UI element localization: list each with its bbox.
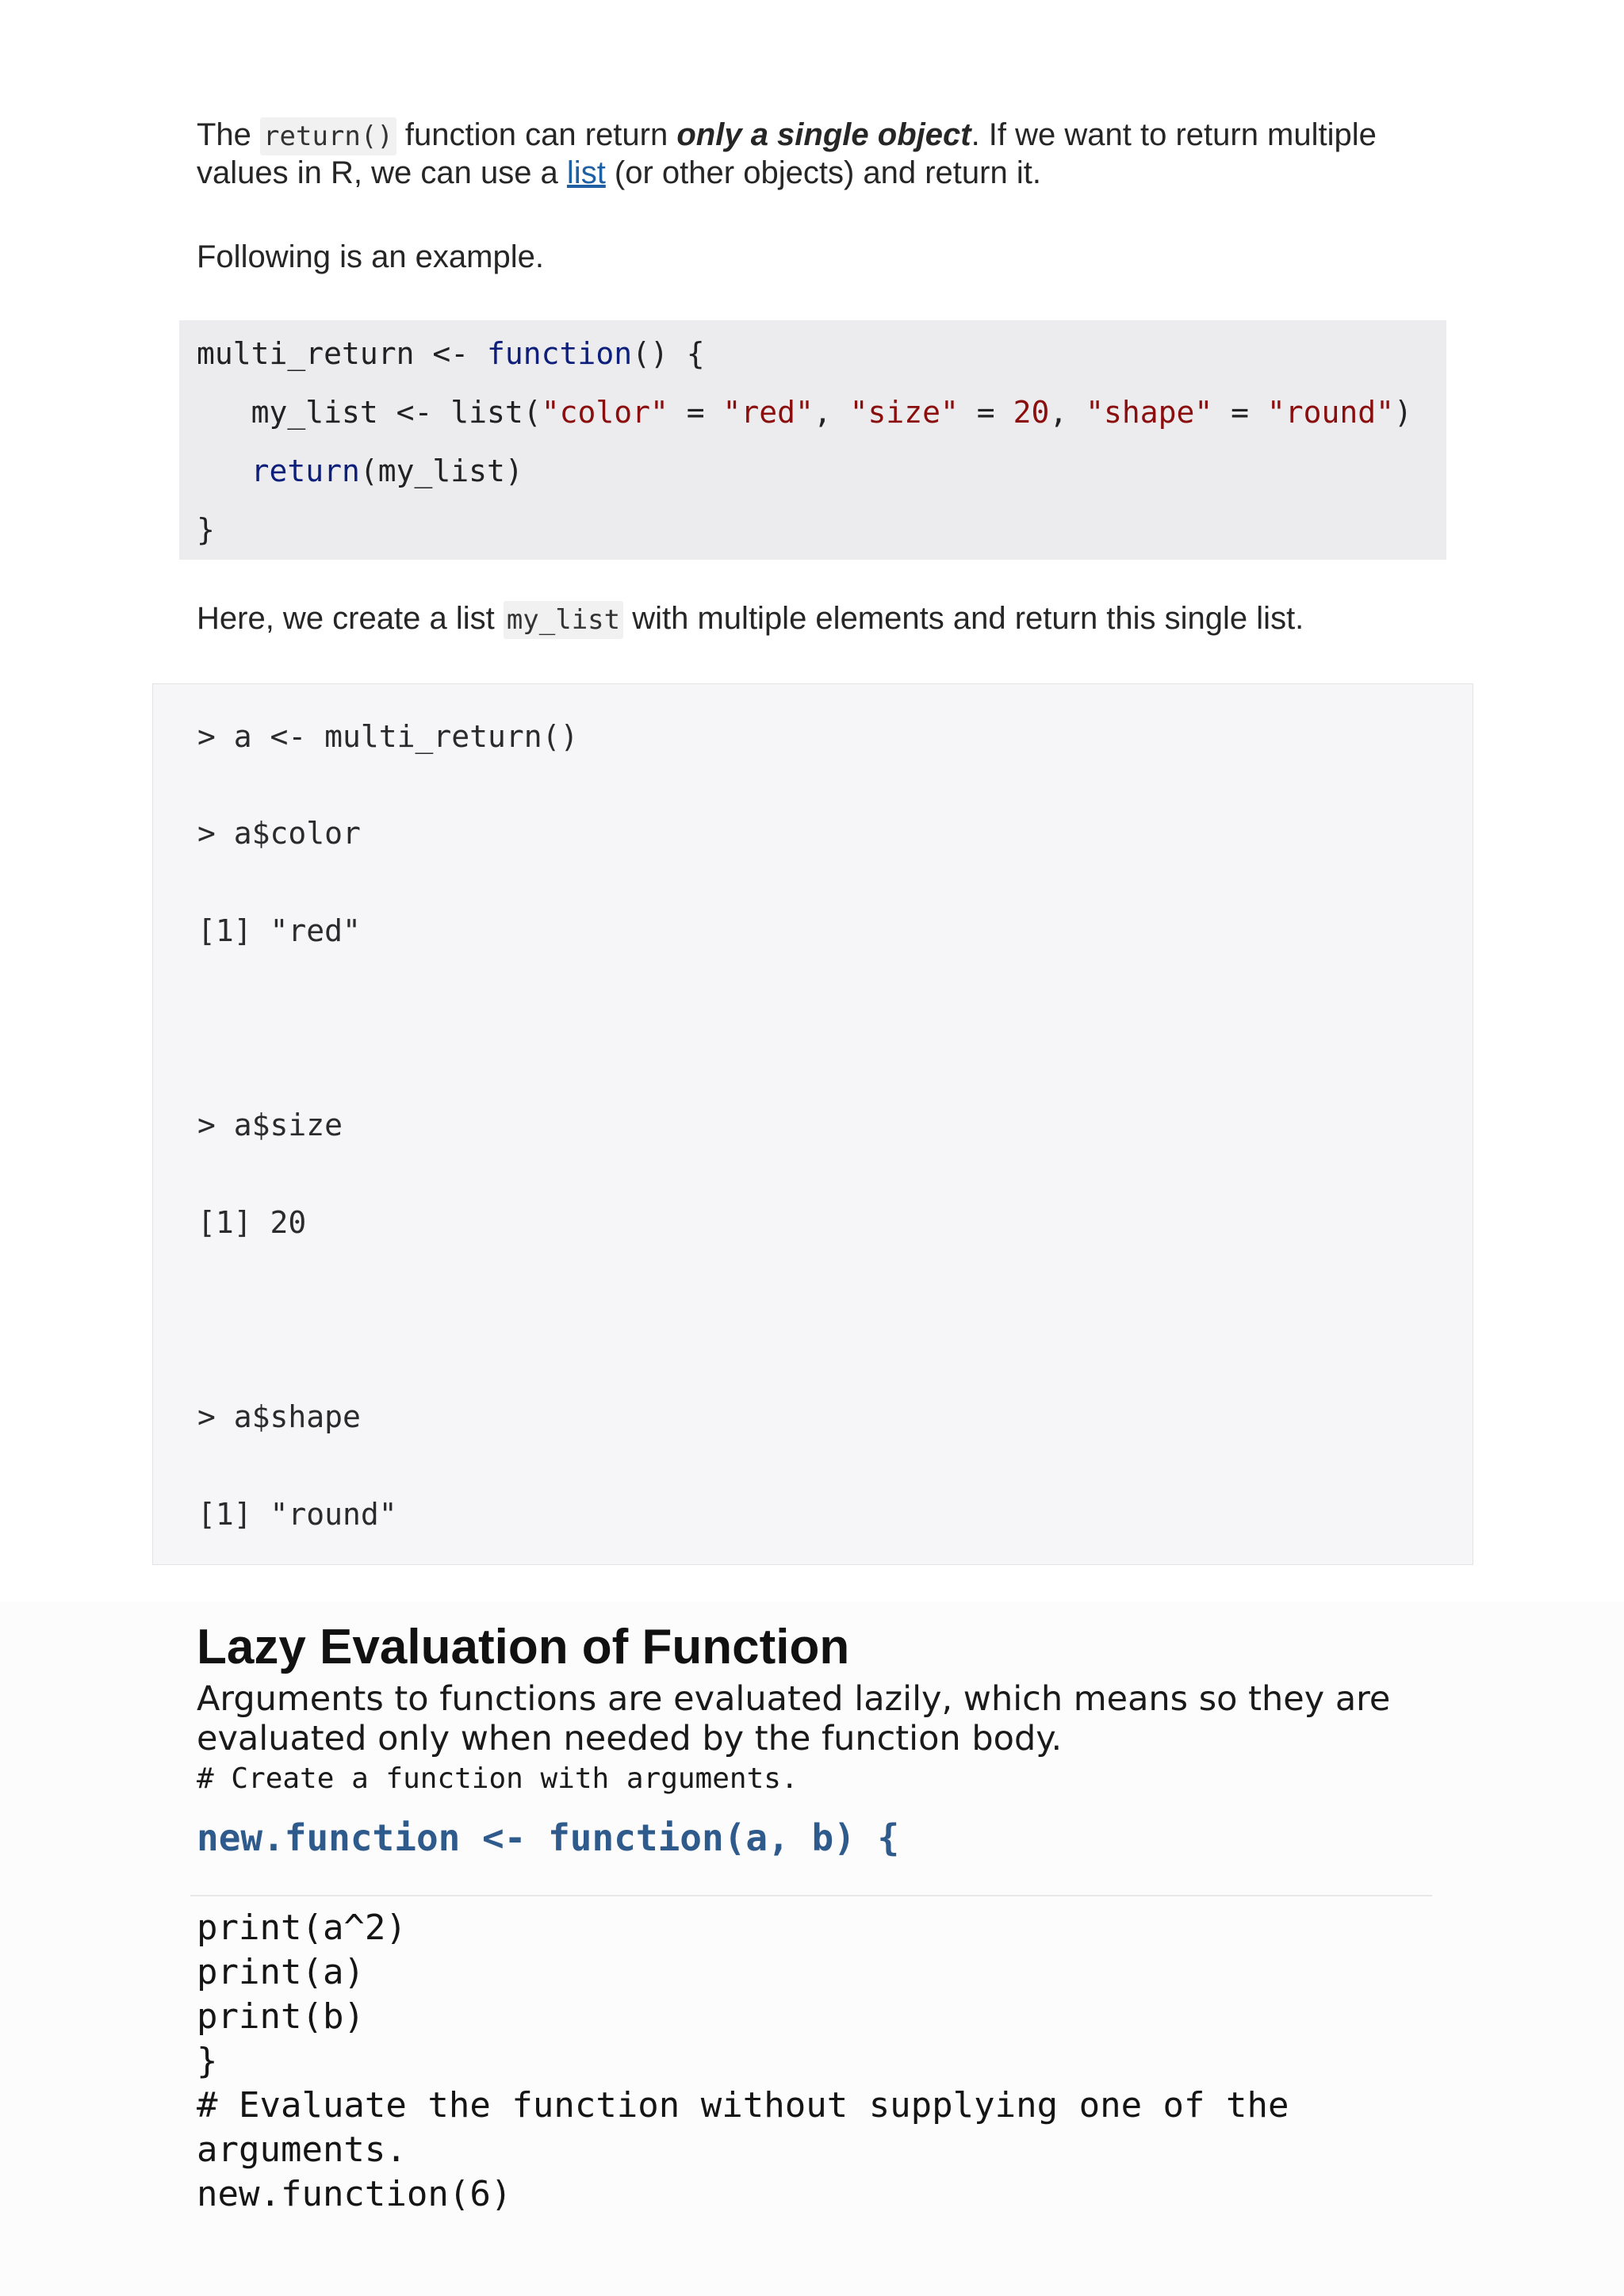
number-token: 20 <box>1013 395 1050 430</box>
code-block-function <box>179 320 1446 560</box>
divider <box>190 1895 1432 1896</box>
code-line-2 <box>197 393 1412 431</box>
inline-code-my-list: my_list <box>504 601 623 639</box>
emphasis-text: only a single object <box>676 117 971 152</box>
code-line: } <box>197 2041 218 2081</box>
intro-line-1 <box>197 116 1377 155</box>
console-line: > a <- multi_return() <box>197 719 579 754</box>
code-comment-line: arguments. <box>197 2130 407 2170</box>
function-signature: new.function <- function(a, b) { <box>197 1816 900 1859</box>
code-token: multi_return <- <box>197 336 488 371</box>
section-heading: Lazy Evaluation of Function <box>197 1620 850 1674</box>
code-line-3 <box>197 452 523 490</box>
code-token: () { <box>632 336 705 371</box>
code-line: new.function(6) <box>197 2174 512 2214</box>
text: (or other objects) and return it. <box>605 155 1041 190</box>
string-token: "round" <box>1266 395 1395 430</box>
text: . If we want to return multiple <box>971 117 1377 152</box>
console-line: [1] 20 <box>197 1205 307 1240</box>
code-line: print(b) <box>197 1996 365 2037</box>
example-intro: Following is an example. <box>197 239 544 274</box>
keyword-token: function <box>487 336 633 371</box>
code-token: , <box>813 395 850 430</box>
list-link[interactable]: list <box>566 155 606 190</box>
section-description-line-1: Arguments to functions are evaluated lazily, which means so they are <box>197 1679 1391 1719</box>
code-token: = <box>1212 395 1267 430</box>
code-line: print(a^2) <box>197 1908 407 1948</box>
keyword-token: return <box>197 453 360 488</box>
code-line-1 <box>197 335 705 373</box>
code-token: my_list <- list( <box>197 395 542 430</box>
code-token: (my_list) <box>359 453 523 488</box>
text: function can return <box>396 117 677 152</box>
code-token: = <box>958 395 1013 430</box>
text: The <box>197 117 261 152</box>
code-comment: # Create a function with arguments. <box>197 1762 799 1795</box>
console-line: > a$color <box>197 816 361 851</box>
code-token: ) <box>1394 395 1412 430</box>
console-line: > a$shape <box>197 1399 361 1434</box>
code-comment-line: # Evaluate the function without supplying one of the <box>197 2085 1289 2126</box>
section-description-line-2: evaluated only when needed by the function body. <box>197 1719 1063 1758</box>
code-token: , <box>1049 395 1086 430</box>
text: Here, we create a list <box>197 601 504 636</box>
string-token: "red" <box>722 395 814 430</box>
string-token: "color" <box>541 395 668 430</box>
text: values in R, we can use a <box>197 155 567 190</box>
code-token: = <box>668 395 723 430</box>
console-output-block <box>152 683 1473 1565</box>
string-token: "shape" <box>1086 395 1213 430</box>
string-token: "size" <box>849 395 959 430</box>
explanation-text <box>197 599 1304 639</box>
text: with multiple elements and return this single list. <box>623 601 1304 636</box>
code-line: print(a) <box>197 1952 365 1992</box>
inline-code-return: return() <box>260 117 396 155</box>
console-line: [1] "red" <box>197 913 361 948</box>
intro-line-2 <box>197 154 1041 192</box>
console-line: > a$size <box>197 1108 343 1142</box>
code-line-4: } <box>197 512 215 547</box>
console-line: [1] "round" <box>197 1497 397 1532</box>
